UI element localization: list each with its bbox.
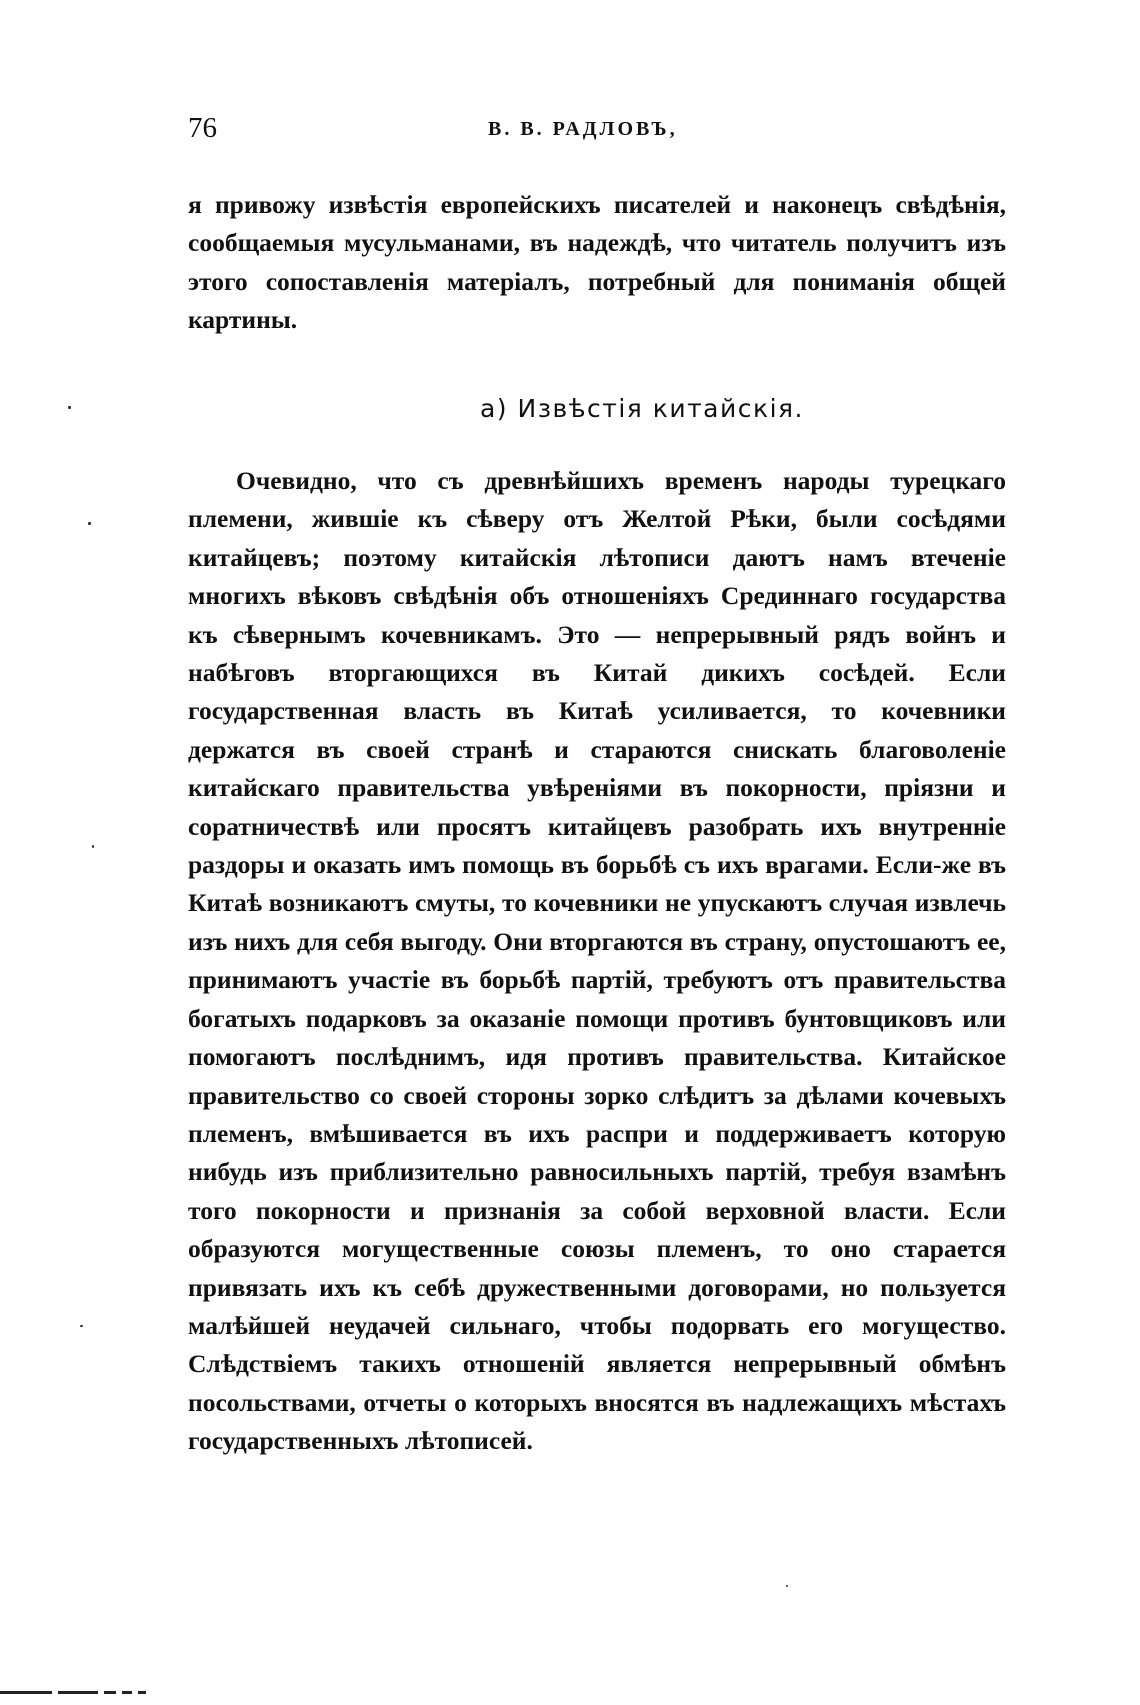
speck	[786, 1585, 788, 1587]
section-heading: a) Извѣстія китайскія.	[479, 394, 805, 423]
speck	[80, 1325, 83, 1327]
speck	[88, 522, 91, 525]
page-number: 76	[188, 112, 217, 144]
intro-paragraph: я привожу извѣстія европейскихъ писателей и наконецъ свѣдѣнія, сообщаемыя мусульманами, въ надеждѣ, что читатель получитъ изъ этого сопоставленія матеріалъ, потребный для пониманія общей картины.	[188, 190, 1006, 335]
body-paragraph: Очевидно, что съ древнѣйшихъ временъ народы турецкаго племени, жившіе къ сѣверу отъ Желтой Рѣки, были сосѣдями китайцевъ; поэтому китайскія лѣтописи даютъ намъ втеченіе многихъ вѣковъ свѣдѣнія объ отношеніяхъ Срединнаго государства къ сѣвернымъ кочевникамъ. Это — непрерывный рядъ войнъ и набѣговъ вторгающихся въ Китай дикихъ сосѣдей. Если государственная власть въ Китаѣ усиливается, то кочевники держатся въ своей странѣ и стараются снискать благоволеніе китайскаго правительства увѣреніями въ покорности, пріязни и соратничествѣ или просятъ китайцевъ разобрать ихъ внутренніе раздоры и оказать имъ помощь въ борьбѣ съ ихъ врагами. Если-же въ Китаѣ возникаютъ смуты, то кочевники не упускаютъ случая извлечь изъ нихъ для себя выгоду. Они вторгаются въ страну, опустошаютъ ее, принимаютъ участіе въ борьбѣ партій, требуютъ отъ правительства богатыхъ подарковъ за оказаніе помощи противъ бунтовщиковъ или помогаютъ послѣднимъ, идя противъ правительства. Китайское правительство со своей стороны зорко слѣдитъ за дѣлами кочевыхъ племенъ, вмѣшивается въ ихъ распри и поддерживаетъ которую нибудь изъ приблизительно равносильныхъ партій, требуя взамѣнъ того покорности и признанія за собой верховной власти. Если образуются могущественные союзы племенъ, то оно старается привязать ихъ къ себѣ дружественными договорами, но пользуется малѣйшей неудачей сильнаго, чтобы подорвать его могущество. Слѣдствіемъ такихъ отношеній является непрерывный обмѣнъ посольствами, отчеты о которыхъ вносятся въ надлежащихъ мѣстахъ государственныхъ лѣтописей.	[188, 466, 1006, 1456]
scan-edge-mark	[0, 1691, 150, 1697]
speck	[92, 845, 94, 848]
speck	[68, 406, 71, 409]
running-head: В. В. РАДЛОВЪ,	[488, 118, 678, 140]
page-header	[188, 112, 1006, 156]
